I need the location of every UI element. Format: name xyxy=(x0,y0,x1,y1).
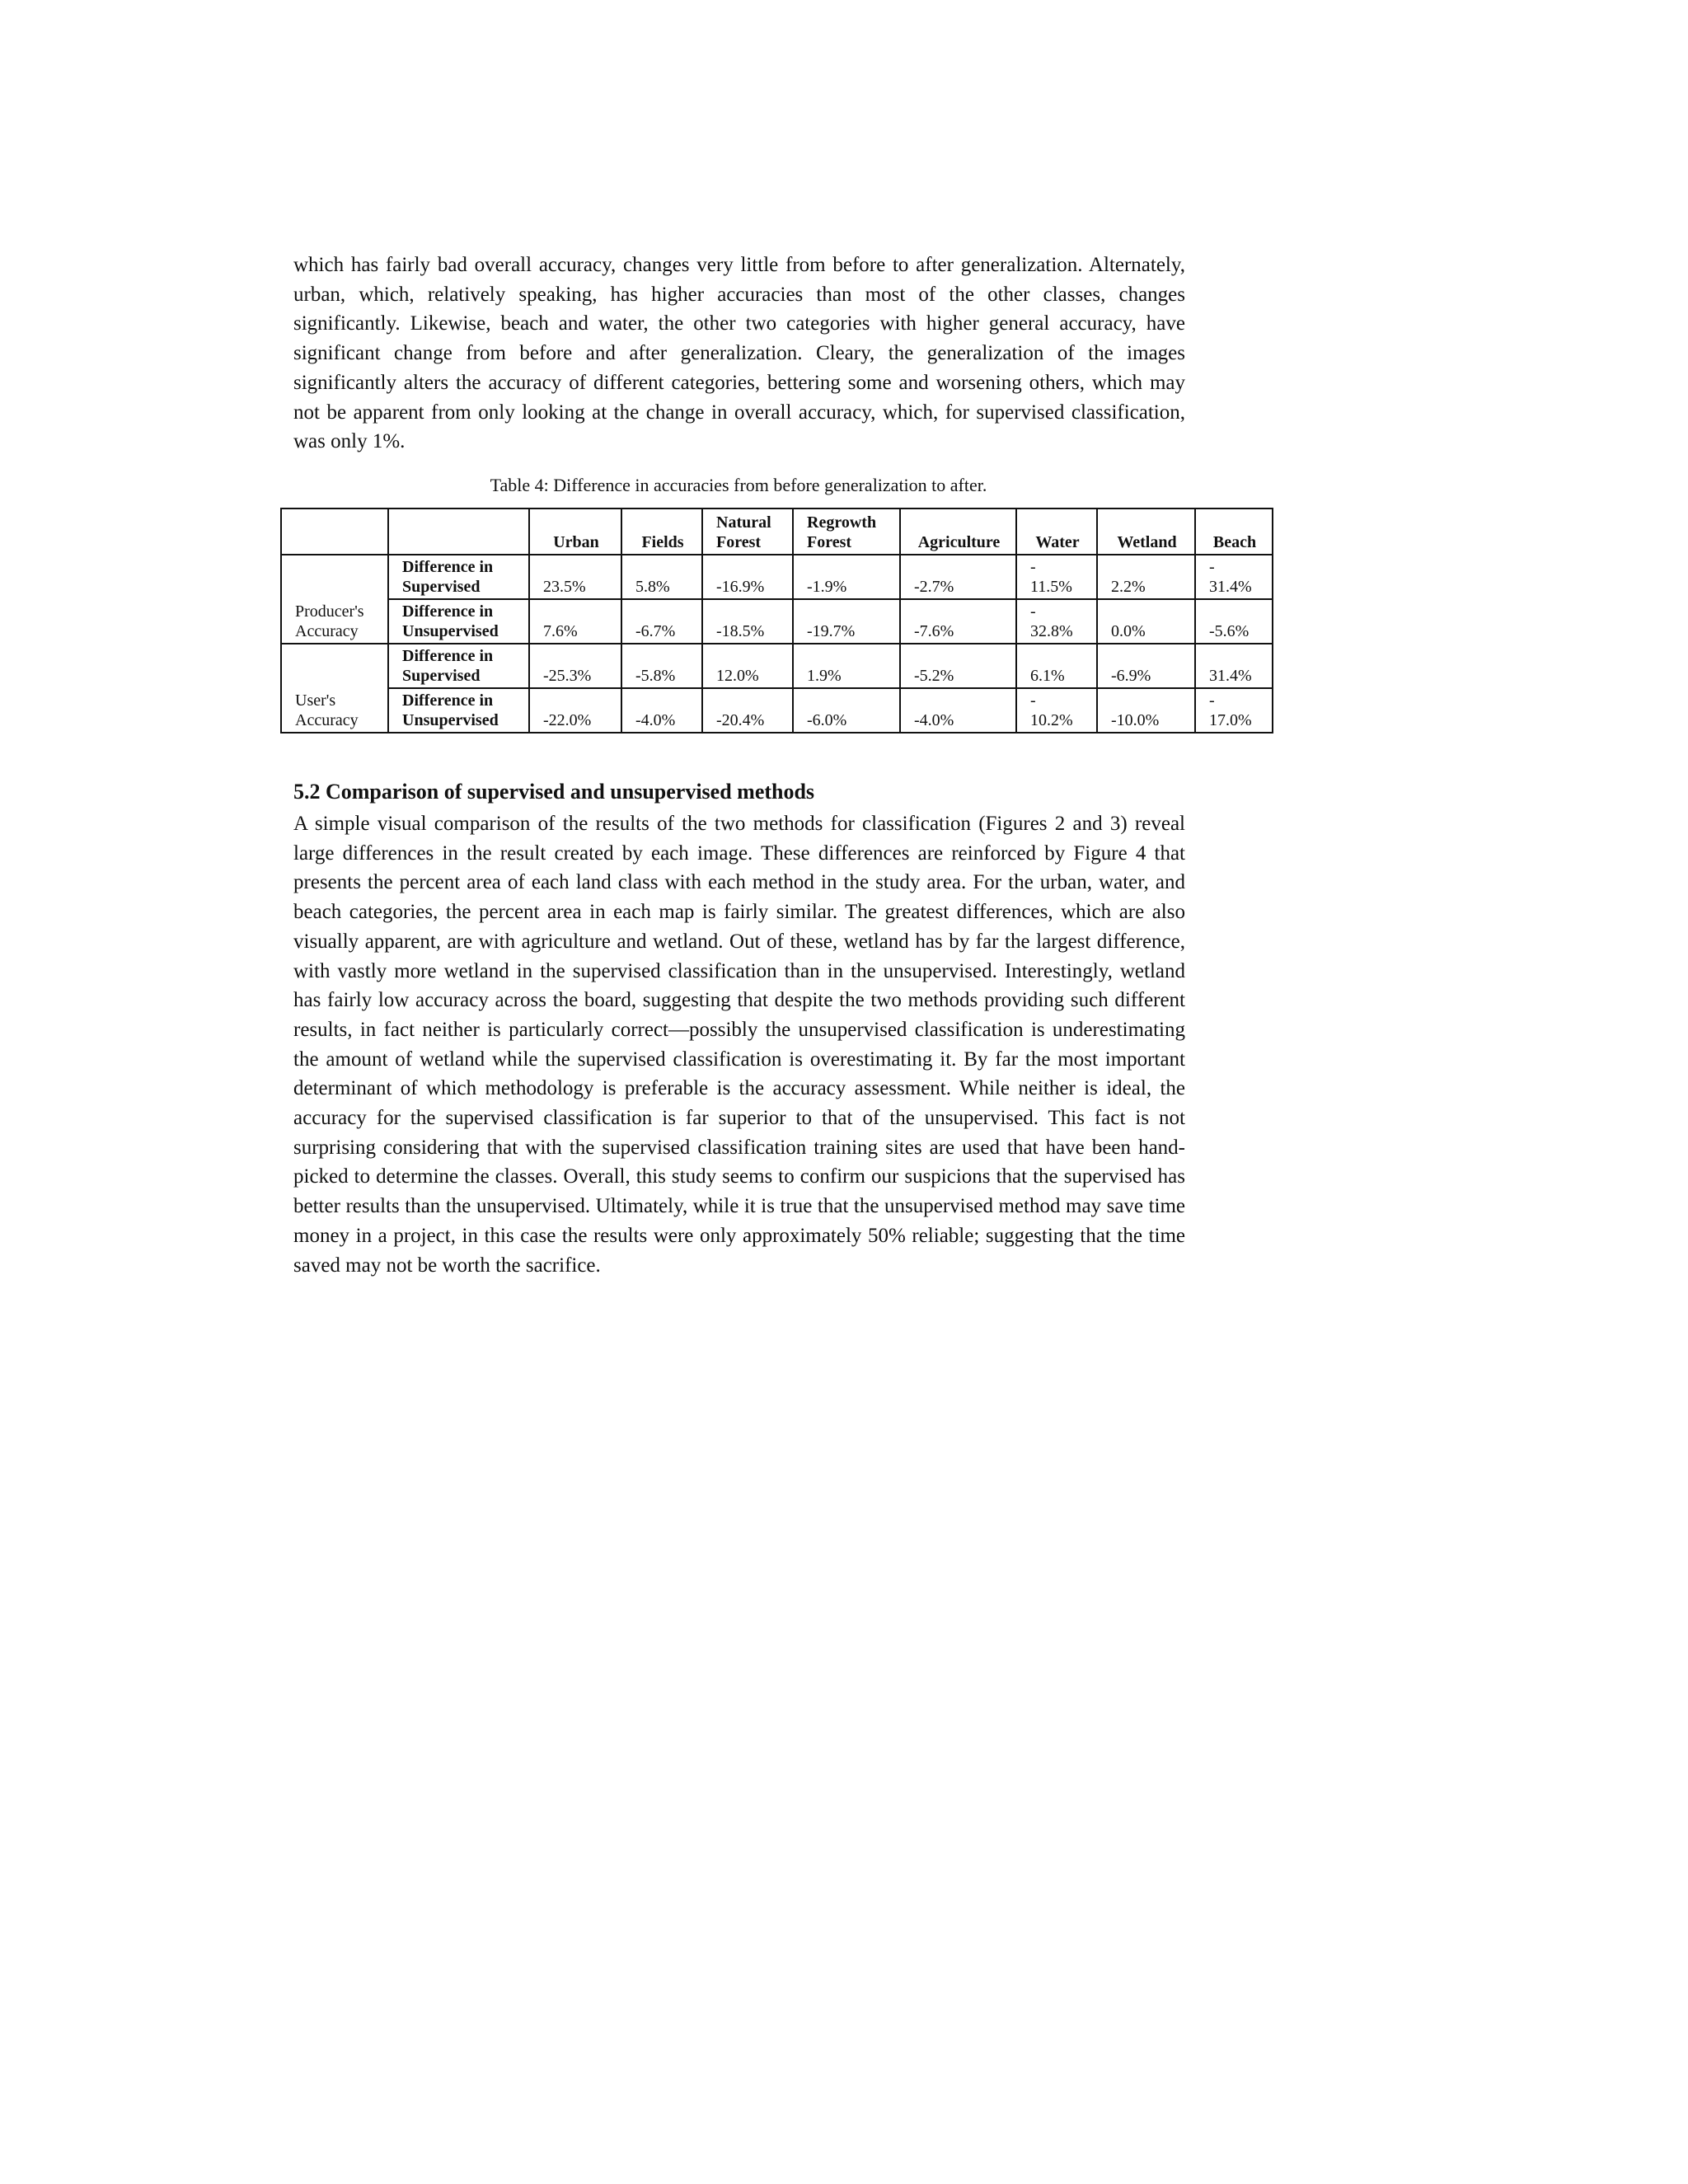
header-wetland: Wetland xyxy=(1097,509,1195,555)
table-cell: -2.7% xyxy=(900,555,1016,599)
header-empty-measure xyxy=(388,509,529,555)
header-natural-forest: Natural Forest xyxy=(702,509,793,555)
table-cell: 7.6% xyxy=(529,599,621,644)
header-water: Water xyxy=(1016,509,1097,555)
header-regrowth-forest: Regrowth Forest xyxy=(793,509,900,555)
table-cell: 2.2% xyxy=(1097,555,1195,599)
table-cell: - 17.0% xyxy=(1195,688,1273,733)
group-users-accuracy: User's Accuracy xyxy=(281,644,388,733)
table-header-row xyxy=(281,509,1273,555)
table-cell: 5.8% xyxy=(621,555,702,599)
table-cell: -4.0% xyxy=(621,688,702,733)
table-cell: -6.9% xyxy=(1097,644,1195,688)
accuracy-difference-table xyxy=(280,508,1273,733)
header-agriculture: Agriculture xyxy=(900,509,1016,555)
table-cell: - 10.2% xyxy=(1016,688,1097,733)
header-urban: Urban xyxy=(529,509,621,555)
table-cell: -18.5% xyxy=(702,599,793,644)
row-label-unsupervised: Difference in Unsupervised xyxy=(388,688,529,733)
table-cell: -10.0% xyxy=(1097,688,1195,733)
table-cell: -6.0% xyxy=(793,688,900,733)
table-row xyxy=(281,555,1273,599)
header-empty-group xyxy=(281,509,388,555)
table-cell: -7.6% xyxy=(900,599,1016,644)
table-cell: 0.0% xyxy=(1097,599,1195,644)
table-cell: 31.4% xyxy=(1195,644,1273,688)
table-cell: -16.9% xyxy=(702,555,793,599)
row-label-unsupervised: Difference in Unsupervised xyxy=(388,599,529,644)
row-label-supervised: Difference in Supervised xyxy=(388,555,529,599)
table-cell: -22.0% xyxy=(529,688,621,733)
table-cell: - 11.5% xyxy=(1016,555,1097,599)
table-cell: -4.0% xyxy=(900,688,1016,733)
table-cell: -5.2% xyxy=(900,644,1016,688)
table-row xyxy=(281,644,1273,688)
table-cell: -5.8% xyxy=(621,644,702,688)
intro-paragraph: which has fairly bad overall accuracy, changes very little from before to after generalization. Alternately, urban, which, relatively speaking, has higher accuracies than most of the other classes, changes significantly. Likewise, beach and water, the other two categories with higher general accuracy, have significant change from before and after generalization. Cleary, the generalization of the images significantly alters the accuracy of different categories, bettering some and worsening others, which may not be apparent from only looking at the change in overall accuracy, which, for supervised classification, was only 1%. xyxy=(293,254,1185,453)
table-caption: Table 4: Difference in accuracies from before generalization to after. xyxy=(490,475,987,495)
header-fields: Fields xyxy=(621,509,702,555)
group-producers-accuracy: Producer's Accuracy xyxy=(281,555,388,644)
table-cell: 12.0% xyxy=(702,644,793,688)
table-row xyxy=(281,599,1273,644)
table-cell: 1.9% xyxy=(793,644,900,688)
section-heading: 5.2 Comparison of supervised and unsupervised methods xyxy=(293,780,815,804)
table-cell: 23.5% xyxy=(529,555,621,599)
table-cell: - 31.4% xyxy=(1195,555,1273,599)
table-cell: -6.7% xyxy=(621,599,702,644)
table-cell: - 32.8% xyxy=(1016,599,1097,644)
table-cell: -20.4% xyxy=(702,688,793,733)
header-beach: Beach xyxy=(1195,509,1273,555)
table-cell: -1.9% xyxy=(793,555,900,599)
body-paragraph: A simple visual comparison of the results of the two methods for classification (Figures 2 and 3) reveal large differences in the result created by each image. These differences are reinforced by Figure 4 that presents the percent area of each land class with each method in the study area. For the urban, water, and beach categories, the percent area in each map is fairly similar. The greatest differences, which are also visually apparent, are with agriculture and wetland. Out of these, wetland has by far the largest difference, with vastly more wetland in the supervised classification than in the unsupervised. Interestingly, wetland has fairly low accuracy across the board, suggesting that despite the two methods providing such different results, in fact neither is particularly correct—possibly the unsupervised classification is underestimating the amount of wetland while the supervised classification is overestimating it. By far the most important determinant of which methodology is preferable is the accuracy assessment. While neither is ideal, the accuracy for the supervised classification is far superior to that of the unsupervised. This fact is not surprising considering that with the supervised classification training sites are used that have been hand-picked to determine the classes. Overall, this study seems to confirm our suspicions that the supervised has better results than the unsupervised. Ultimately, while it is true that the unsupervised method may save time money in a project, in this case the results were only approximately 50% reliable; suggesting that the time saved may not be worth the sacrifice. xyxy=(293,813,1185,1277)
table-cell: -19.7% xyxy=(793,599,900,644)
table-cell: -25.3% xyxy=(529,644,621,688)
table-cell: 6.1% xyxy=(1016,644,1097,688)
row-label-supervised: Difference in Supervised xyxy=(388,644,529,688)
table-row xyxy=(281,688,1273,733)
table-cell: -5.6% xyxy=(1195,599,1273,644)
